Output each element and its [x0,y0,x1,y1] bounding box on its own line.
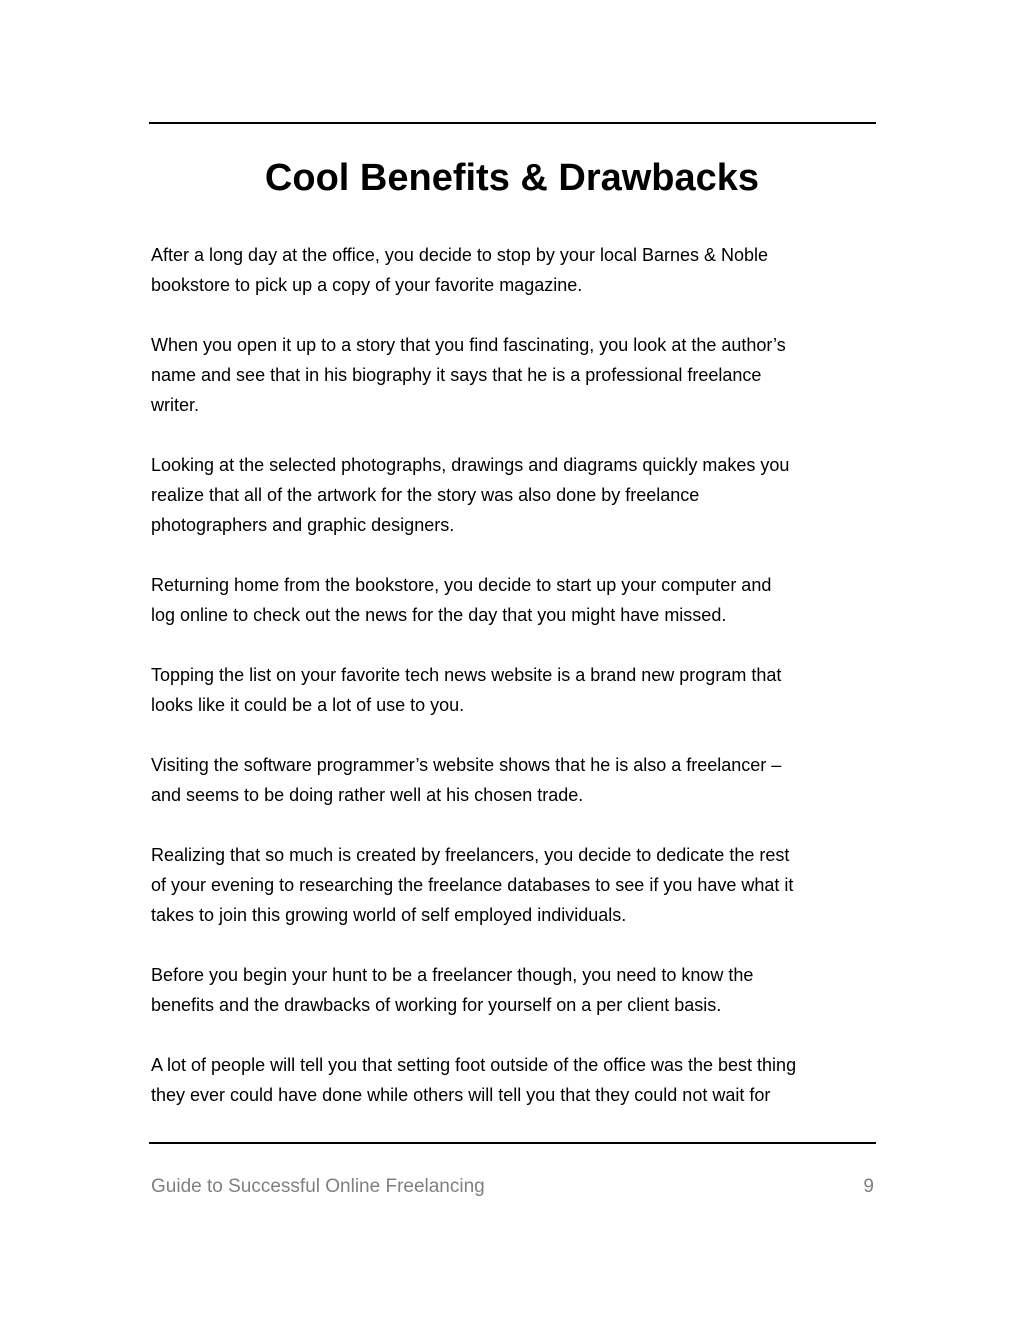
body-text [151,240,881,1140]
paragraph: A lot of people will tell you that setting foot outside of the office was the best thing they ever could have done while others will tell you that they could not wait for [151,1055,797,1105]
paragraph: Looking at the selected photographs, drawings and diagrams quickly makes you realize that all of the artwork for the story was also done by freelance photographers and graphic designers. [151,455,790,535]
paragraph: Before you begin your hunt to be a freelancer though, you need to know the benefits and the drawbacks of working for yourself on a per client basis. [151,965,754,1015]
footer-page-number: 9 [863,1176,874,1197]
paragraph: Returning home from the bookstore, you decide to start up your computer and log online to check out the news for the day that you might have missed. [151,575,772,625]
paragraph: Realizing that so much is created by freelancers, you decide to dedicate the rest of your evening to researching the freelance databases to see if you have what it takes to join this growing world of self employed individuals. [151,845,794,925]
footer-rule [149,1142,876,1144]
paragraph: When you open it up to a story that you find fascinating, you look at the author’s name and see that in his biography it says that he is a professional freelance writer. [151,335,786,415]
header-rule [149,122,876,124]
paragraph: Visiting the software programmer’s website shows that he is also a freelancer – and seems to be doing rather well at his chosen trade. [151,755,782,805]
footer-book-title: Guide to Successful Online Freelancing [151,1176,485,1197]
paragraph: After a long day at the office, you decide to stop by your local Barnes & Noble bookstore to pick up a copy of your favorite magazine. [151,245,769,295]
page-title: Cool Benefits & Drawbacks [264,157,760,199]
paragraph: Topping the list on your favorite tech news website is a brand new program that looks like it could be a lot of use to you. [151,665,782,715]
